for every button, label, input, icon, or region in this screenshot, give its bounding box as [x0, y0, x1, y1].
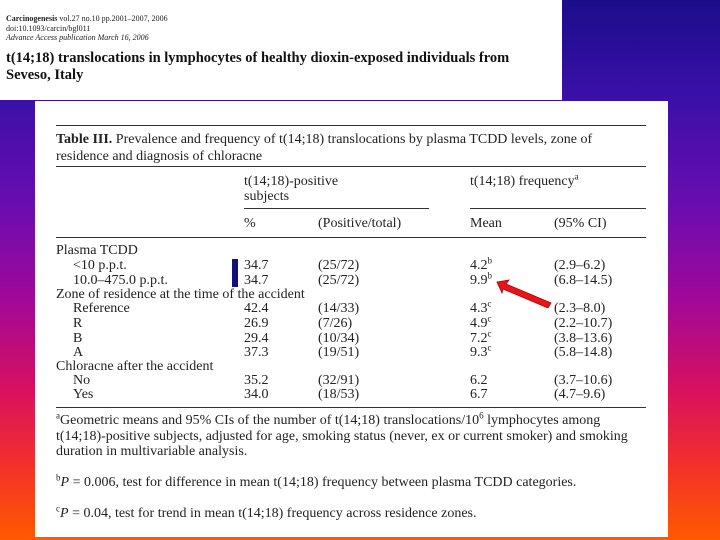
row-mean-sup: b [487, 255, 492, 266]
row-mean-value: 7.2 [470, 331, 488, 346]
footnote-a-text: Geometric means and 95% CIs of the number of t(14;18) translocations/10 [60, 413, 480, 428]
row-mean-sup: c [487, 298, 492, 309]
row-mean-value: 9.3 [470, 345, 488, 360]
group2-header [470, 171, 579, 189]
row-ci: (2.3–8.0) [554, 301, 606, 316]
row-pct: 35.2 [244, 373, 269, 388]
row-pct: 26.9 [244, 316, 269, 331]
group1-header: t(14;18)-positive subjects [244, 174, 339, 204]
row-mean-value: 4.3 [470, 301, 488, 316]
footnote-a [56, 410, 646, 460]
bottom-rule [56, 407, 646, 408]
row-mean [470, 270, 492, 288]
footnote-c-p: P [60, 506, 69, 521]
footnote-b-p: P [60, 475, 70, 490]
footnote-c [56, 503, 646, 522]
table-caption [56, 131, 646, 165]
row-positive: (10/34) [318, 331, 360, 346]
header-rule [56, 237, 646, 238]
row-mean [470, 387, 488, 402]
row-pct: 34.0 [244, 387, 269, 402]
row-label: No [73, 373, 91, 388]
row-ci: (5.8–14.8) [554, 345, 613, 360]
red-arrow-icon [495, 278, 553, 308]
advance-access: Advance Access publication March 16, 2006 [6, 33, 149, 42]
row-label: Reference [73, 301, 130, 316]
row-positive: (25/72) [318, 273, 360, 288]
footnote-c-text: = 0.04, test for trend in mean t(14;18) frequency across residence zones. [68, 506, 477, 521]
highlight-bar [232, 259, 238, 287]
table-label: Table III. [56, 132, 113, 147]
row-label: R [73, 316, 83, 331]
col-header-positive: (Positive/total) [318, 216, 402, 231]
row-mean-sup: c [487, 328, 492, 339]
footnote-b-text: = 0.006, test for difference in mean t(14;18) frequency between plasma TCDD categories. [69, 475, 577, 490]
row-positive: (25/72) [318, 258, 360, 273]
group2-header-text: t(14;18) frequency [470, 174, 575, 189]
section-title: Plasma TCDD [56, 243, 138, 258]
group2-rule [470, 208, 646, 209]
table-figure [35, 101, 668, 537]
row-mean-value: 4.9 [470, 316, 488, 331]
footnote-a-marker: a [56, 410, 60, 421]
row-pct: 37.3 [244, 345, 269, 360]
row-ci: (3.7–10.6) [554, 373, 613, 388]
footnote-a-text-2: lymphocytes among t(14;18)-positive subjects, adjusted for age, smoking status (never, ex or current smoker) and smoking duration in multivariable analysis. [56, 413, 628, 459]
col-header-pct: % [244, 216, 256, 231]
group2-header-sup: a [574, 171, 579, 182]
row-mean [470, 342, 492, 360]
col-header-ci: (95% CI) [554, 216, 607, 231]
row-mean-value: 6.2 [470, 373, 488, 388]
journal-volume: vol.27 no.10 pp.2001–2007, 2006 [59, 14, 168, 23]
paper-title: t(14;18) translocations in lymphocytes of healthy dioxin-exposed individuals from Seveso, Italy [6, 50, 510, 83]
footnote-b-marker: b [56, 472, 61, 483]
row-pct: 34.7 [244, 273, 269, 288]
section-title: Zone of residence at the time of the accident [56, 287, 305, 302]
journal-name: Carcinogenesis [6, 14, 58, 23]
row-pct: 42.4 [244, 301, 269, 316]
row-mean-value: 4.2 [470, 258, 488, 273]
row-positive: (18/53) [318, 387, 360, 402]
row-ci: (2.2–10.7) [554, 316, 613, 331]
row-label: A [73, 345, 84, 360]
group1-rule [244, 208, 429, 209]
row-mean [470, 373, 488, 388]
row-ci: (3.8–13.6) [554, 331, 613, 346]
row-label: 10.0–475.0 p.p.t. [73, 273, 168, 288]
row-positive: (32/91) [318, 373, 360, 388]
row-pct: 34.7 [244, 258, 269, 273]
row-mean-sup: c [487, 342, 492, 353]
row-label: <10 p.p.t. [73, 258, 127, 273]
row-positive: (7/26) [318, 316, 353, 331]
row-mean-sup: b [487, 270, 492, 281]
row-mean-value: 9.9 [470, 273, 488, 288]
row-mean-value: 6.7 [470, 387, 488, 402]
table-caption-text: Prevalence and frequency of t(14;18) translocations by plasma TCDD levels, zone of residence and diagnosis of chloracne [56, 132, 593, 164]
caption-rule [56, 166, 646, 167]
row-ci: (2.9–6.2) [554, 258, 606, 273]
top-rule [56, 125, 646, 126]
row-positive: (19/51) [318, 345, 360, 360]
footnote-c-marker: c [56, 503, 60, 514]
row-positive: (14/33) [318, 301, 360, 316]
row-ci: (6.8–14.5) [554, 273, 613, 288]
article-header [0, 0, 562, 100]
row-ci: (4.7–9.6) [554, 387, 606, 402]
col-header-mean: Mean [470, 216, 502, 231]
row-label: Yes [73, 387, 94, 402]
row-label: B [73, 331, 83, 346]
citation-block [6, 14, 168, 43]
row-pct: 29.4 [244, 331, 269, 346]
footnote-b [56, 472, 646, 491]
doi: doi:10.1093/carcin/bgl011 [6, 23, 91, 33]
footnote-a-exponent: 6 [479, 410, 484, 421]
section-title: Chloracne after the accident [56, 359, 214, 374]
row-mean-sup: c [487, 313, 492, 324]
